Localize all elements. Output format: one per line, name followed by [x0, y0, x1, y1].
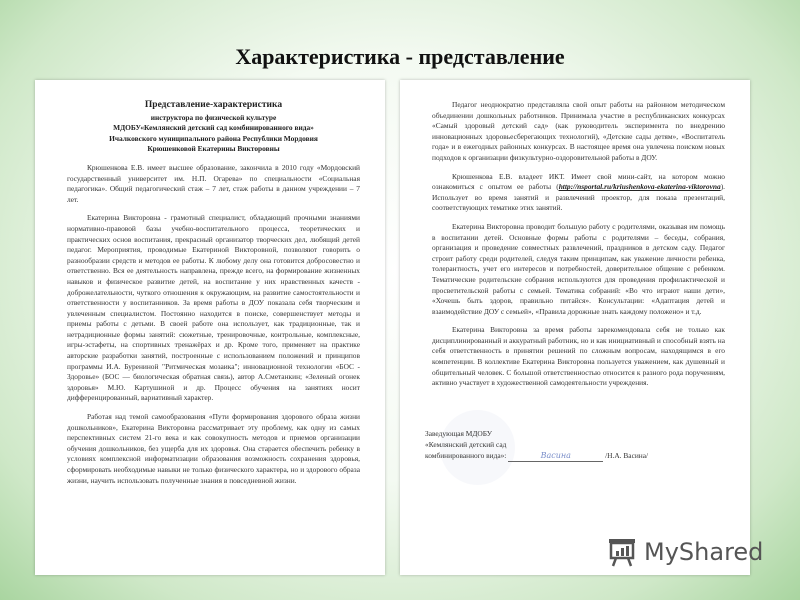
presentation-board-icon [606, 536, 638, 568]
paragraph: Екатерина Викторовна - грамотный специалист, обладающий прочными знаниями нормативно-правовой базы учебно-воспитательного процесса, теоретических и практических основ воспитания, прекрасный организатор творческих дел, любящий детей педагог. Мероприятия, проводимые Екатериной Викторовной, позволяют говорить о разнообразии средств и методов ее работы. К любому делу она готовится добросовестно и ответственно. Вся ее деятельность направлена, прежде всего, на формирование жизненных навыков и физическое развитие детей, на воспитание у них нравственных качеств - доброжелательности, чуткого отношения к окружающим, на развитие самостоятельности и ответственности у воспитанников. За время работы в ДОУ показала себя творческим и увлеченным специалистом. Постоянно находится в поиске, совершенствует методы и приемы работы с детьми. В своей работе она использует, как традиционные, так и нетрадиционные формы занятий: сюжетные, тренировочные, контрольные, комплексные, игры-эстафеты, на спортивных тренажёрах и др. Кроме того, применяет на практике авторские разработки занятий, построенные с использованием положений и принципов программы И.А. Бурениной "Ритмическая мозаика"; инновационной технологии «БОС - Здоровье» (БОС — биологическая обратная связь), автор А.Сметанкин; «Зеленый огонек здоровья» М.Ю. Картушиной и др. Процесс обучения на занятиях носит дифференцированный, вариативный характер. [67, 213, 360, 403]
doc-subheading: Крюшенковой Екатерины Викторовны [147, 144, 280, 154]
handwritten-signature: Васина [508, 450, 603, 462]
paragraph: Екатерина Викторовна за время работы зарекомендовала себя не только как дисциплинированный и аккуратный работник, но и как инициативный и способный взять на себя ответственность в принятии решений по сложным вопросам, находящимся в его компетенции. В коллективе Екатерина Викторовна пользуется уважением, как душевный и общительный человек. С большой ответственностью относится к разного рода поручениям, активно участвует в художественной самодеятельности учреждения. [432, 325, 725, 388]
watermark-logo [606, 536, 763, 568]
signature-line: комбинированного вида»: [425, 451, 507, 460]
paragraph-text: Крюшенкова Е.В. владеет ИКТ. Имеет свой мини-сайт, на котором можно ознакомиться с опытом ее работы ( [432, 171, 725, 192]
document-page-left [35, 80, 385, 575]
signature-block [425, 428, 648, 462]
doc-subheading: Ичалковского муниципального района Республики Мордовия [109, 133, 318, 143]
signatory-name: /Н.А. Васина/ [605, 451, 649, 460]
paragraph [432, 172, 725, 214]
doc-heading: Представление-характеристика [144, 100, 283, 110]
watermark-text: MyShared [644, 538, 764, 566]
paragraph: Работая над темой самообразования «Пути формирования здорового образа жизни дошкольников», Екатерина Викторовна рассматривает эту проблему, как одну из самых перспективных систем 21-го века и как совокупность методов и приемов организации обучения дошкольников, без ущерба для их здоровья. Она старается обеспечить ребенку в условиях комплексной информатизации образования возможность сохранения здоровья, сформировать необходимые навыки не только физического характера, но и здорового образа жизни, научить использовать полученные знания в повседневной жизни. [67, 412, 360, 485]
document-page-right [400, 80, 750, 575]
paragraph: Екатерина Викторовна проводит большую работу с родителями, оказывая им помощь в воспитании детей. Основные формы работы с родителями – беседы, собрания, организация и проведение совместных развлечений, праздников в детском саду. Педагог строит работу среди родителей, следуя таким принципам, как уважение личности ребенка, толерантность, учет его интересов и потребностей, доверительное общение с ребенком. Тематические родительские собрания используются для проведения профилактической и просветительской работы с семьей. Тематика собраний: «Во что играют наши дети», «Хочешь быть здоров, правильно питайся». Консультации: «Адаптация детей и взаимодействие ДОУ с семьей», «Правила дорожные знать каждому положено» и т.д. [432, 221, 725, 316]
doc-subheading: инструктора по физической культуре [150, 112, 277, 122]
signature-line: «Кемлянский детский сад [425, 440, 507, 449]
slide-title: Характеристика - представление [235, 44, 565, 69]
paragraph: Педагог неоднократно представляла свой опыт работы на районном методическом объединении дошкольных работников. Принимала участие в республиканских конкурсах «Самый здоровый детский сад» (как руководитель эксперимента по внедрению инновационных здоровьесберегающих технологий), «Детские сады детям», «Воспитатель года» и в ежегодных районных конкурсах. В настоящее время она увлечена поиском новых подходов к организации физкультурно-оздоровительной работы в ДОУ. [432, 100, 725, 162]
doc-subheading: МДОБУ«Кемлянский детский сад комбинированного вида» [113, 123, 314, 133]
paragraph-text: ). Использует во время занятий и развлечений проектор, для показа презентаций, соответствующих тематике этих занятий. [432, 182, 725, 213]
site-link[interactable]: http://nsportal.ru/kriushenkova-ekaterina-viktorovna [558, 182, 721, 192]
signature-line: Заведующая МДОБУ [425, 429, 492, 438]
paragraph: Крюшенкова Е.В. имеет высшее образование, закончила в 2010 году «Мордовский государственный университет им. Н.П. Огарева» по специальности «Социальная педагогика». Общий педагогический стаж – 7 лет, стаж работы в данном учреждении – 7 лет. [67, 162, 360, 204]
